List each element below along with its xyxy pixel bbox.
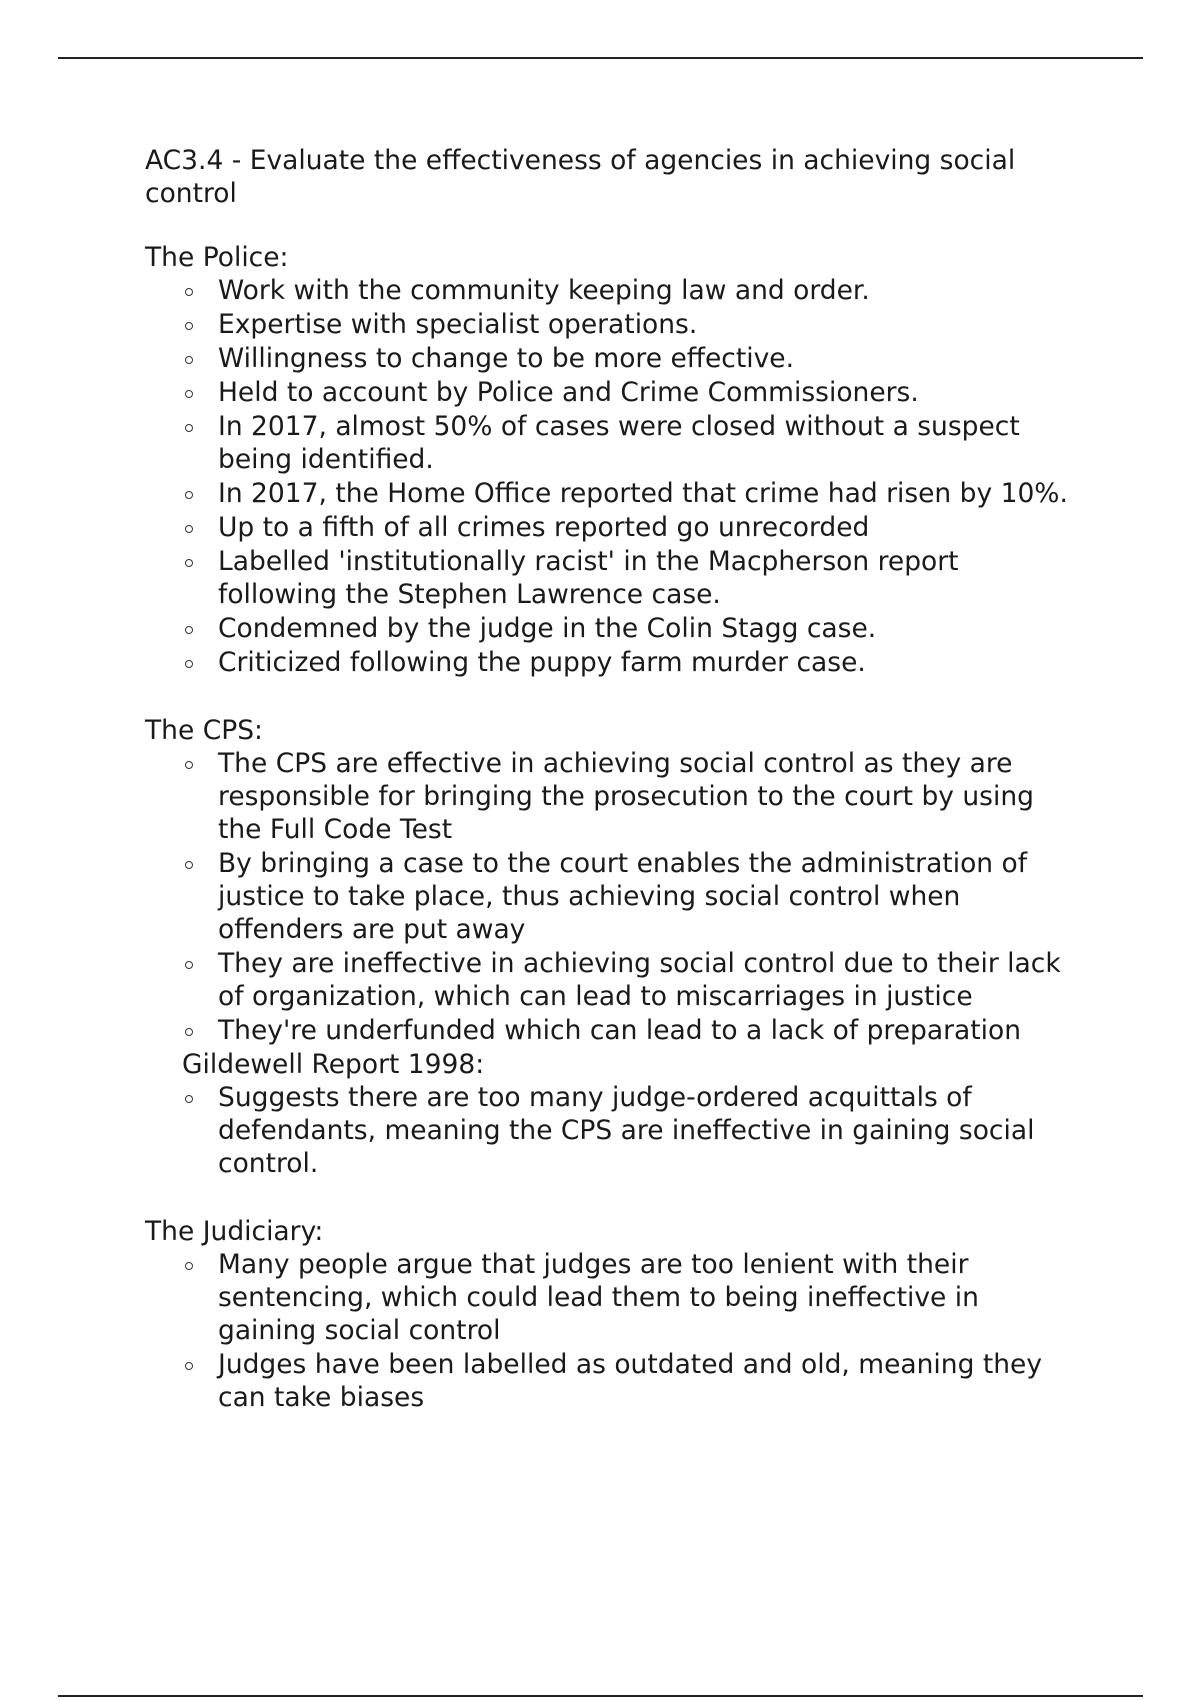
bullet-list	[145, 274, 1075, 679]
list-item: By bringing a case to the court enables the administration of justice to take place, thus achieving social control when offenders are put away	[182, 847, 1075, 946]
circle-bullet-icon	[185, 626, 193, 634]
bottom-rule	[58, 1695, 1143, 1697]
top-rule	[58, 57, 1143, 59]
list-item: They're underfunded which can lead to a lack of preparation	[182, 1014, 1075, 1047]
circle-bullet-icon	[185, 491, 193, 499]
circle-bullet-icon	[185, 559, 193, 567]
circle-bullet-icon	[185, 1262, 193, 1270]
circle-bullet-icon	[185, 861, 193, 869]
section-heading: The Police:	[145, 242, 289, 273]
list-item: In 2017, the Home Office reported that crime had risen by 10%.	[182, 477, 1075, 510]
circle-bullet-icon	[185, 1362, 193, 1370]
section-cps	[145, 714, 1075, 1180]
list-item: Criticized following the puppy farm murder case.	[182, 646, 1075, 679]
bullet-list	[145, 747, 1075, 1047]
document-body	[145, 144, 1075, 1415]
circle-bullet-icon	[185, 1028, 193, 1036]
circle-bullet-icon	[185, 525, 193, 533]
list-item: Condemned by the judge in the Colin Stagg case.	[182, 612, 1075, 645]
list-item: Expertise with specialist operations.	[182, 308, 1075, 341]
list-item: The CPS are effective in achieving social control as they are responsible for bringing the prosecution to the court by using the Full Code Test	[182, 747, 1075, 846]
sub-heading: Gildewell Report 1998:	[182, 1049, 485, 1080]
list-item: In 2017, almost 50% of cases were closed without a suspect being identified.	[182, 410, 1075, 476]
section-police	[145, 241, 1075, 679]
circle-bullet-icon	[185, 390, 193, 398]
circle-bullet-icon	[185, 424, 193, 432]
circle-bullet-icon	[185, 1095, 193, 1103]
list-item: They are ineffective in achieving social control due to their lack of organization, which can lead to miscarriages in justice	[182, 947, 1075, 1013]
document-title: AC3.4 - Evaluate the effectiveness of agencies in achieving social control	[145, 145, 1016, 209]
section-judiciary	[145, 1215, 1075, 1414]
circle-bullet-icon	[185, 288, 193, 296]
circle-bullet-icon	[185, 322, 193, 330]
list-item: Up to a fifth of all crimes reported go unrecorded	[182, 511, 1075, 544]
circle-bullet-icon	[185, 356, 193, 364]
bullet-list	[145, 1248, 1075, 1414]
bullet-list	[145, 1081, 1075, 1180]
circle-bullet-icon	[185, 761, 193, 769]
circle-bullet-icon	[185, 660, 193, 668]
list-item: Work with the community keeping law and order.	[182, 274, 1075, 307]
section-heading: The CPS:	[145, 715, 263, 746]
list-item: Held to account by Police and Crime Commissioners.	[182, 376, 1075, 409]
list-item: Many people argue that judges are too lenient with their sentencing, which could lead them to being ineffective in gaining social control	[182, 1248, 1075, 1347]
section-heading: The Judiciary:	[145, 1216, 324, 1247]
list-item: Willingness to change to be more effective.	[182, 342, 1075, 375]
list-item: Labelled 'institutionally racist' in the Macpherson report following the Stephen Lawrence case.	[182, 545, 1075, 611]
list-item: Judges have been labelled as outdated and old, meaning they can take biases	[182, 1348, 1075, 1414]
circle-bullet-icon	[185, 961, 193, 969]
list-item: Suggests there are too many judge-ordered acquittals of defendants, meaning the CPS are ineffective in gaining social control.	[182, 1081, 1075, 1180]
